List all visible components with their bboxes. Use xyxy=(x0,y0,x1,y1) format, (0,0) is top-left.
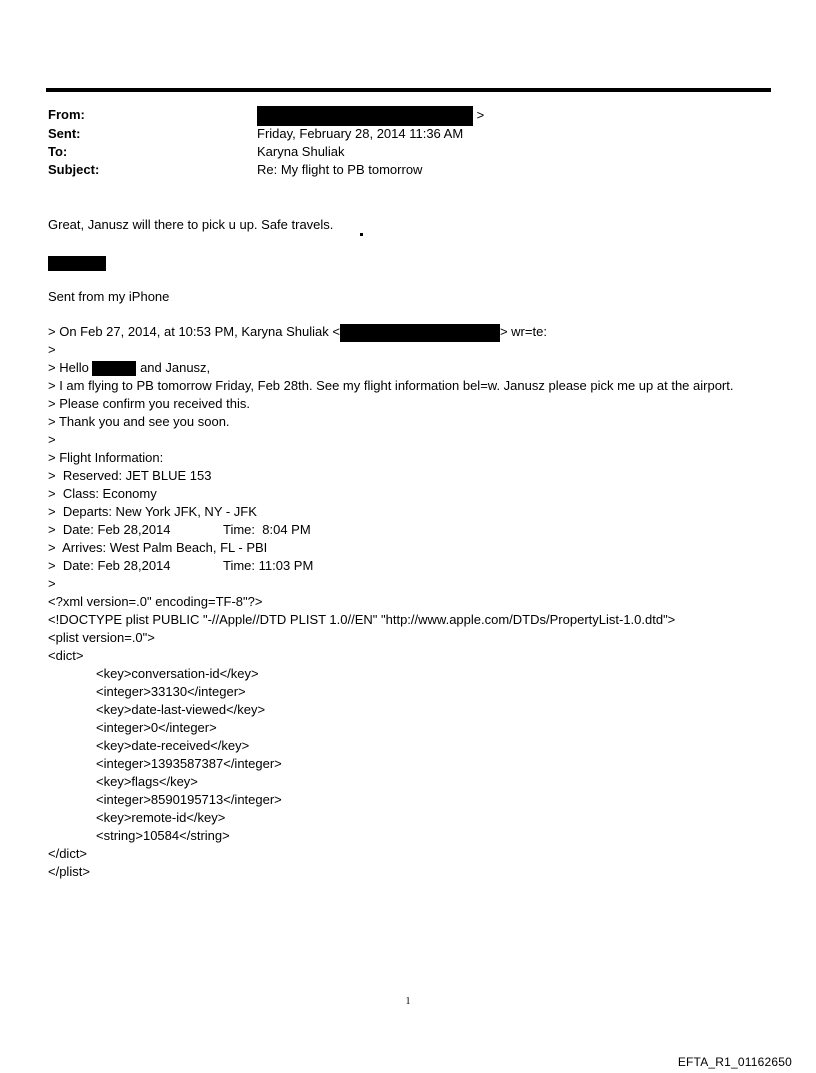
quote-intro-after: > wr=te: xyxy=(499,324,547,339)
dict-open: <dict> xyxy=(48,648,84,663)
hello-after: and Janusz, xyxy=(136,360,211,375)
quote-line: > I am flying to PB tomorrow Friday, Feb 28th. See my flight information bel=w. Janusz please pick me up at the airport. xyxy=(48,378,734,393)
redaction-block xyxy=(92,361,136,376)
quote-line: > Reserved: JET BLUE 153 xyxy=(48,468,212,483)
stray-mark xyxy=(360,233,363,236)
from-suffix: > xyxy=(476,107,485,123)
sent-value: Friday, February 28, 2014 11:36 AM xyxy=(257,126,464,141)
quote-line: > Class: Economy xyxy=(48,486,157,501)
subject-value: Re: My flight to PB tomorrow xyxy=(257,162,423,177)
flight-date: > Date: Feb 28,2014 xyxy=(48,522,171,537)
quote-line: > Thank you and see you soon. xyxy=(48,414,230,429)
header-rule xyxy=(46,88,771,92)
from-value xyxy=(257,106,484,126)
plist-entry: <key>date-last-viewed</key> xyxy=(96,702,266,717)
plist-entry: <integer>33130</integer> xyxy=(96,684,246,699)
plist-open: <plist version=.0"> xyxy=(48,630,155,645)
plist-entry: <key>date-received</key> xyxy=(96,738,250,753)
quote-line: > Please confirm you received this. xyxy=(48,396,250,411)
quote-date-row xyxy=(48,557,314,575)
to-label: To: xyxy=(48,144,68,159)
to-value: Karyna Shuliak xyxy=(257,144,345,159)
quote-line: > Flight Information: xyxy=(48,450,164,465)
plist-entry: <string>10584</string> xyxy=(96,828,230,843)
quote-line: > xyxy=(48,432,56,447)
plist-entry: <key>flags</key> xyxy=(96,774,198,789)
hello-before: > Hello xyxy=(48,360,93,375)
flight-time: Time: 11:03 PM xyxy=(223,558,314,573)
reply-text: Great, Janusz will there to pick u up. Safe travels. xyxy=(48,217,334,232)
quote-date-row xyxy=(48,521,311,539)
redaction-block xyxy=(340,324,500,342)
doctype-line: <!DOCTYPE plist PUBLIC "-//Apple//DTD PLIST 1.0//EN" "http://www.apple.com/DTDs/PropertyList-1.0.dtd"> xyxy=(48,612,676,627)
quote-line: > xyxy=(48,342,56,357)
subject-label: Subject: xyxy=(48,162,100,177)
plist-entry: <key>remote-id</key> xyxy=(96,810,226,825)
sent-label: Sent: xyxy=(48,126,81,141)
sender-name-redacted xyxy=(48,254,106,272)
dict-close: </dict> xyxy=(48,846,88,861)
plist-entry: <integer>8590195713</integer> xyxy=(96,792,282,807)
flight-time: Time: 8:04 PM xyxy=(223,522,311,537)
page-number: 1 xyxy=(405,996,411,1007)
plist-entry: <integer>0</integer> xyxy=(96,720,217,735)
document-id: EFTA_R1_01162650 xyxy=(677,1055,792,1069)
plist-entry: <integer>1393587387</integer> xyxy=(96,756,282,771)
quote-line: > Arrives: West Palm Beach, FL - PBI xyxy=(48,540,268,555)
quote-line: > xyxy=(48,576,56,591)
signature-text: Sent from my iPhone xyxy=(48,289,170,304)
flight-date: > Date: Feb 28,2014 xyxy=(48,558,171,573)
quote-line: > Departs: New York JFK, NY - JFK xyxy=(48,504,257,519)
xml-declaration: <?xml version=.0" encoding=TF-8"?> xyxy=(48,594,263,609)
plist-entry: <key>conversation-id</key> xyxy=(96,666,259,681)
redaction-block xyxy=(257,106,473,126)
quote-intro-before: > On Feb 27, 2014, at 10:53 PM, Karyna Shuliak < xyxy=(48,324,340,339)
quote-hello xyxy=(48,359,210,377)
from-label: From: xyxy=(48,107,85,122)
redaction-block xyxy=(48,256,106,271)
plist-close: </plist> xyxy=(48,864,90,879)
quote-intro xyxy=(48,323,547,342)
